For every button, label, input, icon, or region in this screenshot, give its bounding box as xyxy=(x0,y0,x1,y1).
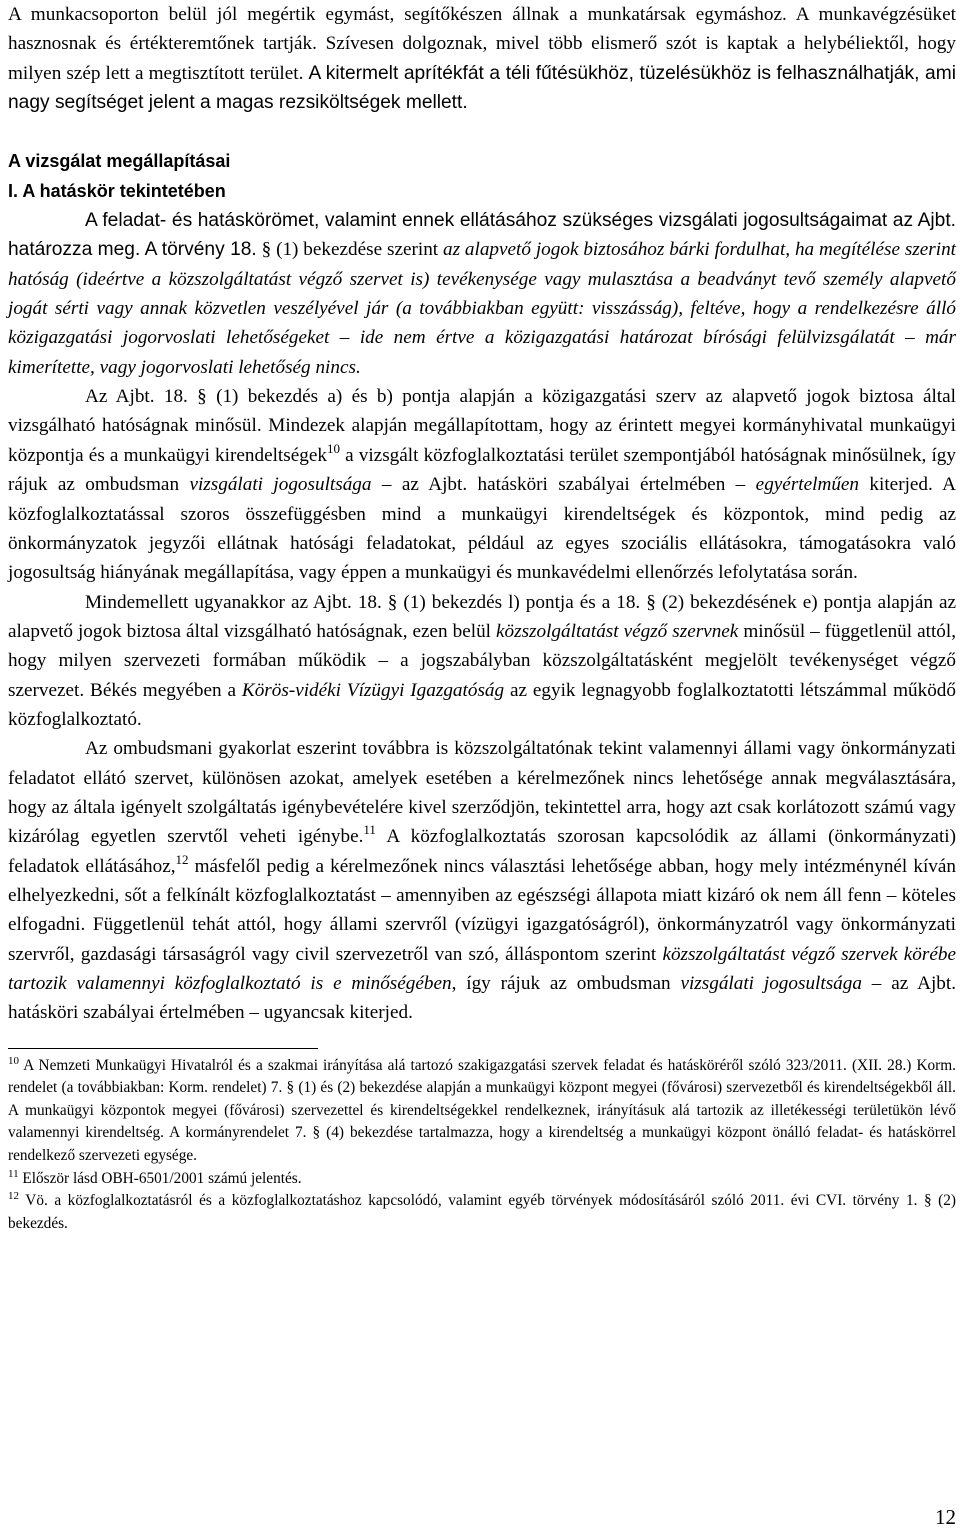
paragraph-1: A feladat- és hatáskörömet, valamint ennek ellátásához szükséges vizsgálati jogosultságaimat az Ajbt. határozza meg. A törvény 18. § (1) bekezdése szerint az alapvető jogok biztosához bárki fordulhat, ha megítélése szerint hatóság (ideértve a közszolgáltatást végző szervet is) tevékenysége vagy mulasztása a beadványt tevő személy alapvető jogát sérti vagy annak közvetlen veszélyével jár (a továbbiakban együtt: visszásság), feltéve, hogy a rendelkezésre álló közigazgatási jogorvoslati lehetőségeket – ide nem értve a közigazgatási határozat bírósági felülvizsgálatát – már kimerítette, vagy jogorvoslati lehetőség nincs. xyxy=(8,210,956,378)
footnote-11: $^{11}$ Először lásd OBH-6501/2001 számú jelentés. xyxy=(8,1167,302,1187)
footnote-10: $^{10}$ A Nemzeti Munkaügyi Hivatalról és a szakmai irányítása alá tartozó szakigazgatási szervek feladat és hatásköréről szóló 323/2011. (XII. 28.) Korm. rendelet (a továbbiakban: Korm. rendelet) 7. § (1) és (2) bekezdése alapján a munkaügyi központ megyei (fővárosi) szervezetből és kirendeltségekből áll. A munkaügyi központok megyei (fővárosi) szervezettel és kirendeltségekkel rendelkeznek, irányításuk alá tartozik az illetékességi területükön lévő valamennyi kirendeltség. A kormányrendelet 7. § (4) bekezdése tartalmazza, hogy a kirendeltség a munkaügyi központ önálló feladat- és hatáskörrel rendelkező szervezeti egysége. xyxy=(8,1054,956,1165)
intro-text-sans: A kitermelt aprítékfát a téli fűtésükhöz, tüzelésükhöz is felhasználhatják, ami nagy segítséget jelent a magas rezsiköltségek mellett. xyxy=(8,62,956,114)
footnote-ref-10[interactable]: 10 xyxy=(326,440,340,456)
page-number: 12 xyxy=(935,1505,956,1529)
section-heading-findings: A vizsgálat megállapításai xyxy=(8,151,231,172)
footnote-ref-12[interactable]: 12 xyxy=(175,851,189,867)
footnote-separator xyxy=(8,1048,318,1049)
footnotes xyxy=(8,1055,956,1236)
intro-text: A munkacsoporton belül jól megértik egymást, segítőkészen állnak a munkatársak egymáshoz. A munkavégzésüket hasznosnak és értékteremtőnek tartják. Szívesen dolgoznak, mivel több elismerő szót is kaptak a helybéliektől, hogy milyen szép lett a megtisztított terület. xyxy=(8,4,956,84)
intro-paragraph xyxy=(8,0,956,117)
footnote-12: $^{12}$ Vö. a közfoglalkoztatásról és a közfoglalkoztatáshoz kapcsolódó, valamint egyéb törvények módosításáról szóló 2011. évi CVI. törvény 1. § (2) bekezdés. xyxy=(8,1190,956,1232)
paragraph-4: Az ombudsmani gyakorlat eszerint továbbra is közszolgáltatónak tekint valamennyi állami vagy önkormányzati feladatot ellátó szervet, különösen azokat, amelyek esetében a kérelmezőnek nincs lehetősége annak megválasztására, hogy az általa igényelt szolgáltatás igénybevételére kivel szerződjön, tekintettel arra, hogy azt csak korlátozott számú vagy kizárólag egyetlen szervtől veheti igénybe.$^{11}$ A közfoglalkoztatás szorosan kapcsolódik az állami (önkormányzati) feladatok ellátásához,$^{12}$ másfelől pedig a kérelmezőnek nincs választási lehetősége abban, hogy mely intézménynél kíván elhelyezkedni, sőt a felkínált közfoglalkoztatást – amennyiben az egészségi állapota miatt kizáró ok nem áll fenn – köteles elfogadni. Függetlenül tehát attól, hogy állami szervről (vízügyi igazgatóságról), önkormányzatról vagy önkormányzati szervről, gazdasági társaságról vagy civil szervezetről van szó, álláspontom szerint közszolgáltatást végző szervek körébe tartozik valamennyi közfoglalkoztató is e minőségében, így rájuk az ombudsman vizsgálati jogosultsága – az Ajbt. hatásköri szabályai értelmében – ugyancsak kiterjed. xyxy=(8,738,956,1024)
footnote-ref-11[interactable]: 11 xyxy=(363,822,376,838)
subsection-heading-competence: I. A hatáskör tekintetében xyxy=(8,180,226,201)
paragraph-2: Az Ajbt. 18. § (1) bekezdés a) és b) pontja alapján a közigazgatási szerv az alapvető jogok biztosa által vizsgálható hatóságnak minősül. Mindezek alapján megállapítottam, hogy az érintett megyei kormányhivatal munkaügyi központja és a munkaügyi kirendeltségek$^{10}$ a vizsgált közfoglalkoztatási terület szempontjából hatóságnak minősülnek, így rájuk az ombudsman vizsgálati jogosultsága – az Ajbt. hatásköri szabályai értelmében – egyértelműen kiterjed. A közfoglalkoztatással szoros összefüggésben mind a munkaügyi kirendeltségek és központok, mind pedig az önkormányzatok jegyzői ellátnak hatósági feladatokat, például az egyes szociális ellátásokra, támogatásokra való jogosultság hiányának megállapítása, vagy éppen a munkaügyi és munkavédelmi ellenőrzés lefolytatása során. xyxy=(8,386,957,584)
paragraph-3: Mindemellett ugyanakkor az Ajbt. 18. § (1) bekezdés l) pontja és a 18. § (2) bekezdésének e) pontja alapján az alapvető jogok biztosa által vizsgálható hatóságnak, ezen belül közszolgáltatást végző szervnek minősül – függetlenül attól, hogy milyen szervezeti formában működik – a jogszabályban közszolgáltatásként megjelölt tevékenységet végző szervezet. Békés megyében a Körös-vidéki Vízügyi Igazgatóság az egyik legnagyobb foglalkoztatotti létszámmal működő közfoglalkoztató. xyxy=(8,591,956,730)
document-page xyxy=(8,0,956,1235)
